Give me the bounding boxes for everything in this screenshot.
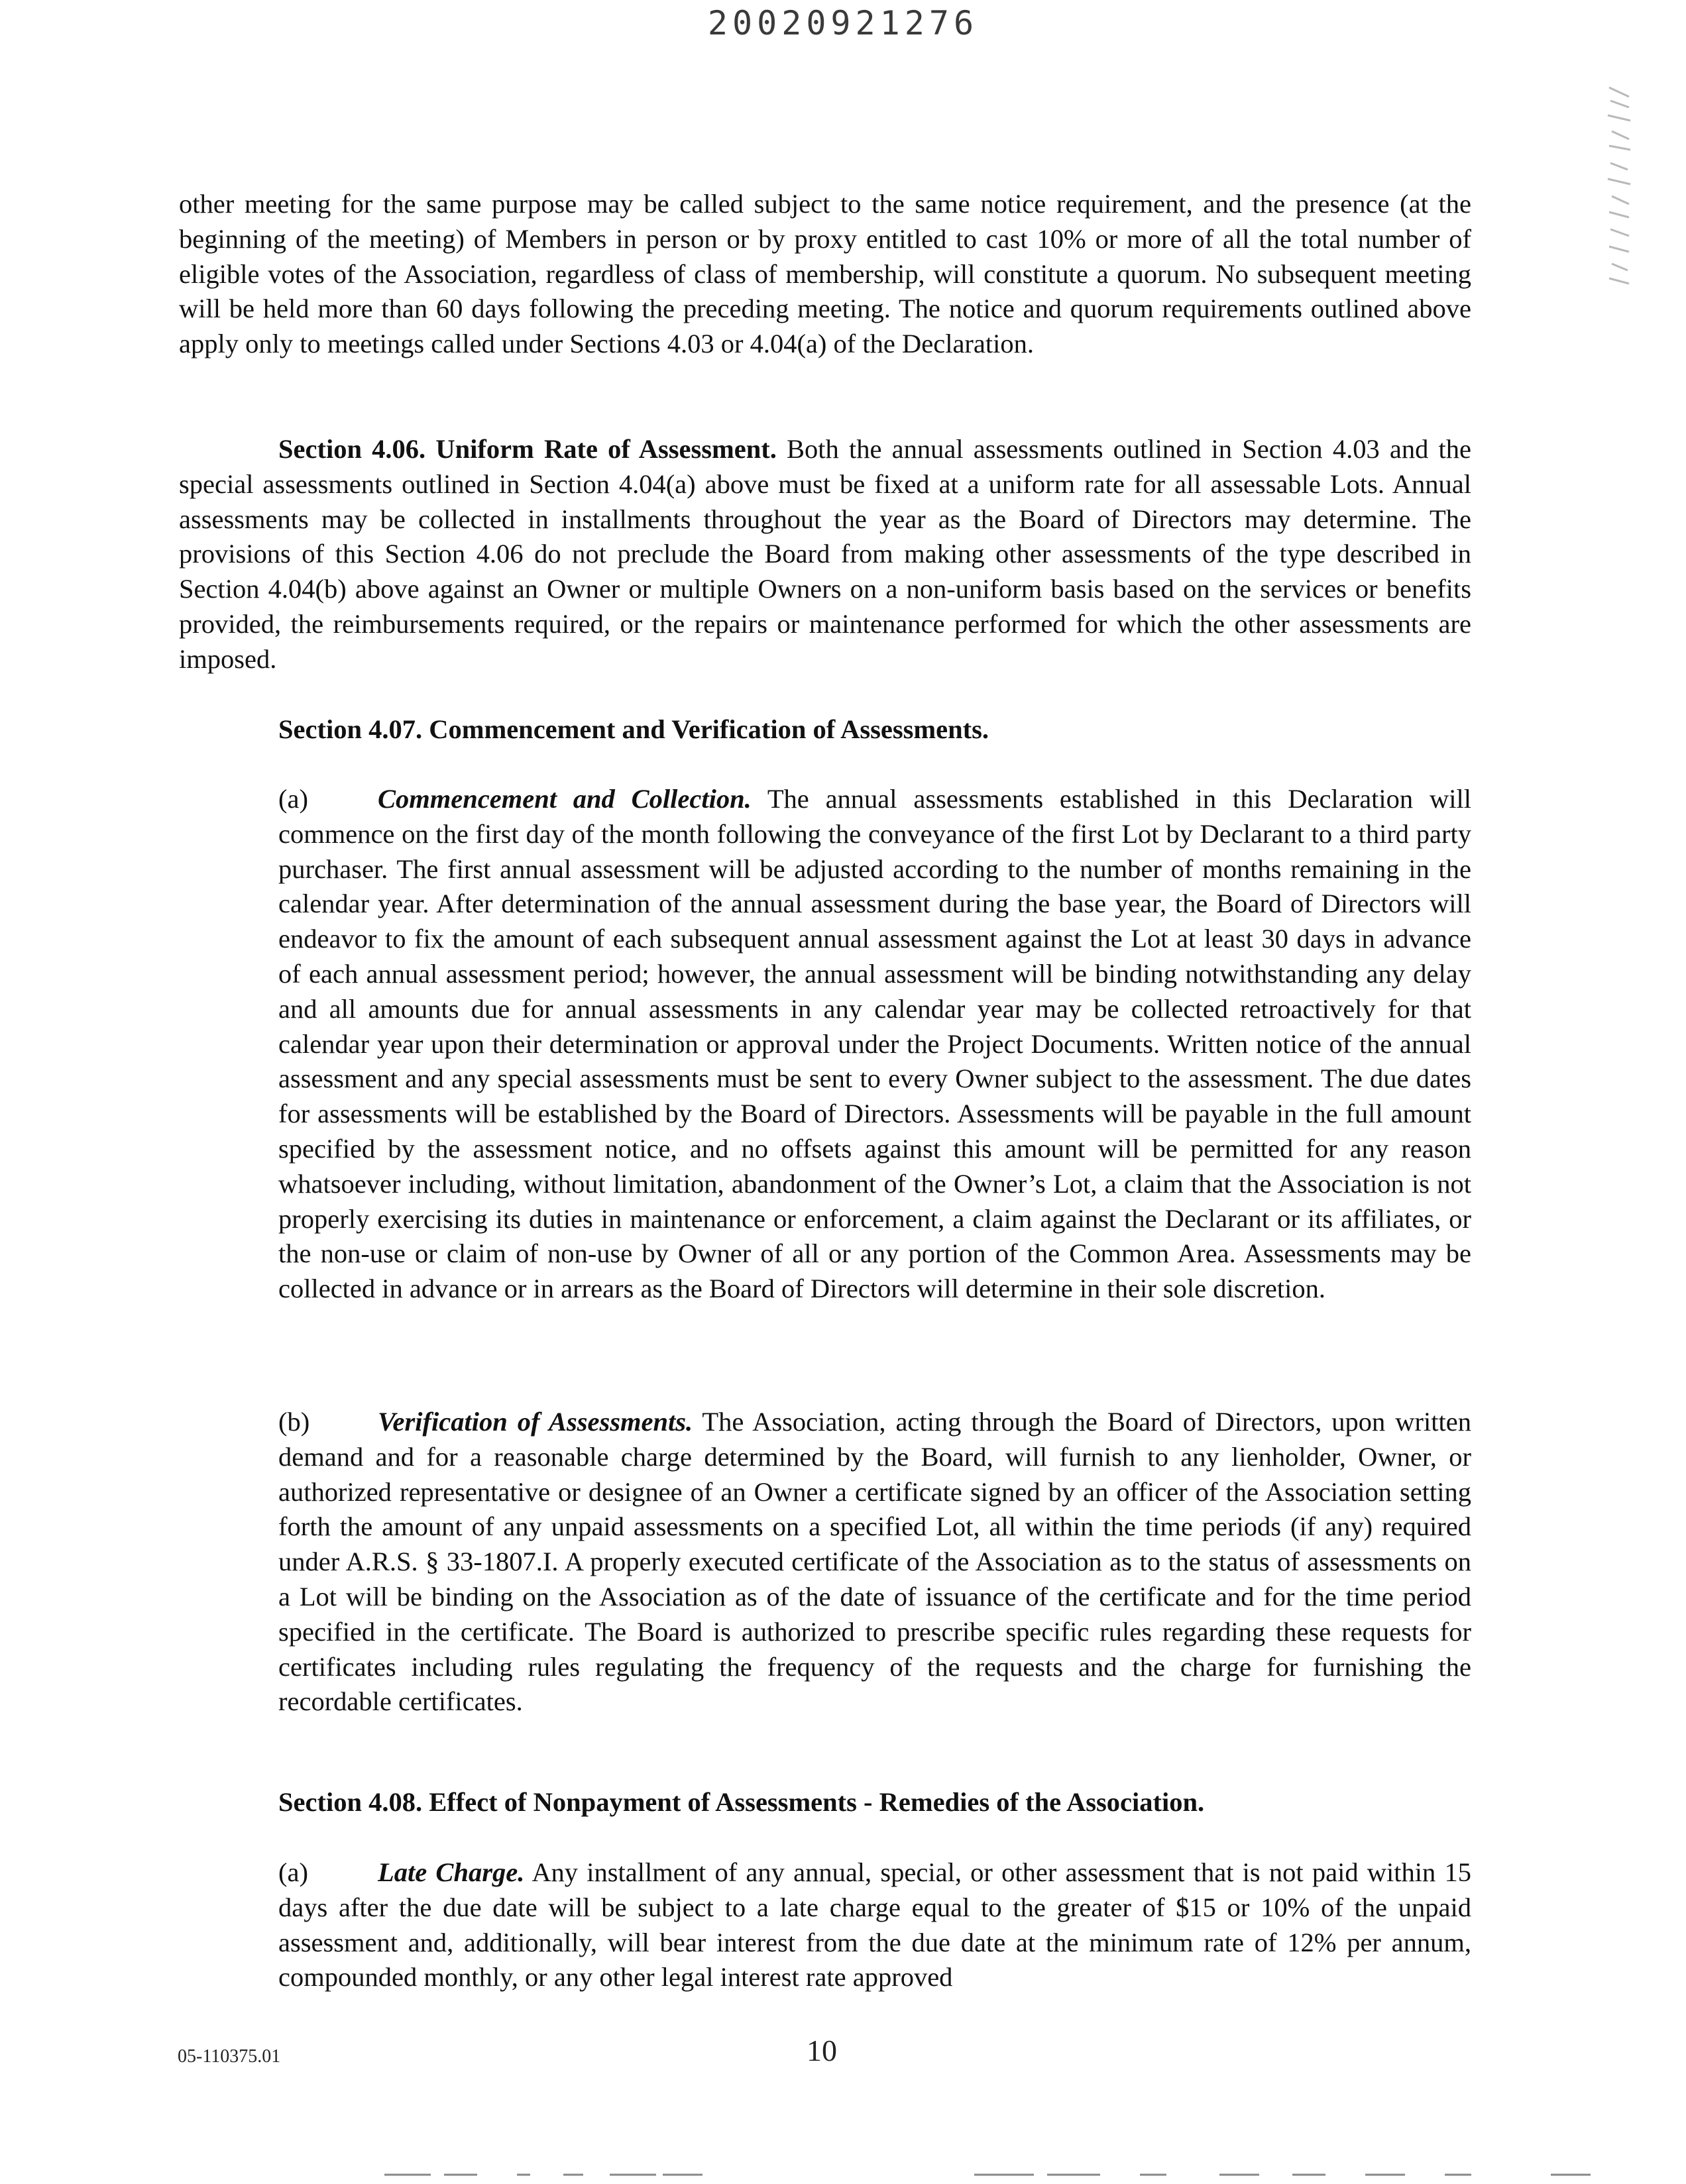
section-4-07-heading: Section 4.07. Commencement and Verification of Assessments. (278, 714, 989, 744)
bottom-scan-marks (0, 2167, 1686, 2184)
section-4-08-a-title: Late Charge. (378, 1857, 525, 1887)
section-4-07-b-body: The Association, acting through the Board of Directors, upon written demand and for a reasonable charge determined by the Board, will furnish to any lienholder, Owner, or authorized representative or designee of an Owner a certificate signed by an officer of the Association setting forth the amount of any unpaid assessments on a specified Lot, all within the time periods (if any) required under A.R.S. § 33-1807.I. A properly executed certificate of the Association as to the status of assessments on a Lot will be binding on the Association as of the date of issuance of the certificate and for the time period specified in the certificate. The Board is authorized to prescribe specific rules regarding these requests for certificates including rules regulating the frequency of the requests and the charge for furnishing the recordable certificates. (278, 1407, 1472, 1717)
side-margin-stamp-mark (1596, 81, 1649, 293)
page-number: 10 (807, 2034, 837, 2067)
section-4-06-heading: Section 4.06. Uniform Rate of Assessment. (278, 434, 777, 464)
section-4-06-paragraph (179, 432, 1471, 677)
section-4-07-b-paragraph: (b) Verification of Assessments. The Association, acting through the Board of Directors, upon written demand and for a reasonable charge determined by the Board, will furnish to any lienholder, Owner, or authorized representative or designee of an Owner a certificate signed by an officer of the Association setting forth the amount of any unpaid assessments on a specified Lot, all within the time periods (if any) required under A.R.S. § 33-1807.I. A properly executed certificate of the Association as to the status of assessments on a Lot will be binding on the Association as of the date of issuance of the certificate and for the time period specified in the certificate. The Board is authorized to prescribe specific rules regarding these requests for certificates including rules regulating the frequency of the requests and the charge for furnishing the recordable certificates. (278, 1407, 1472, 1717)
section-4-07-a-paragraph: (a) Commencement and Collection. The annual assessments established in this Declaration will commence on the first day of the month following the conveyance of the first Lot by Declarant to a third party purchaser. The first annual assessment will be adjusted according to the number of months remaining in the calendar year. After determination of the annual assessment during the base year, the Board of Directors will endeavor to fix the amount of each subsequent annual assessment against the Lot at least 30 days in advance of each annual assessment period; however, the annual assessment will be binding notwithstanding any delay and all amounts due for annual assessments in any calendar year may be collected retroactively for that calendar year upon their determination or approval under the Project Documents. Written notice of the annual assessment and any special assessments must be sent to every Owner subject to the assessment. The due dates for assessments will be established by the Board of Directors. Assessments will be payable in the full amount specified by the assessment notice, and no offsets against this amount will be permitted for any reason whatsoever including, without limitation, abandonment of the Owner’s Lot, a claim that the Association is not properly exercising its duties in maintenance or enforcement, a claim against the Declarant or its affiliates, or the non-use or claim of non-use by Owner of all or any portion of the Common Area. Assessments may be collected in advance or in arrears as the Board of Directors will determine in their sole discretion. (278, 784, 1471, 1304)
recording-number: 20020921276 (707, 4, 979, 42)
section-4-07-a-body: The annual assessments established in this Declaration will commence on the first day of the month following the conveyance of the first Lot by Declarant to a third party purchaser. The first annual assessment will be adjusted according to the number of months remaining in the calendar year. After determination of the annual assessment during the base year, the Board of Directors will endeavor to fix the amount of each subsequent annual assessment against the Lot at least 30 days in advance of each annual assessment period; however, the annual assessment will be binding notwithstanding any delay and all amounts due for annual assessments in any calendar year may be collected retroactively for that calendar year upon their determination or approval under the Project Documents. Written notice of the annual assessment and any special assessments must be sent to every Owner subject to the assessment. The due dates for assessments will be established by the Board of Directors. Assessments will be payable in the full amount specified by the assessment notice, and no offsets against this amount will be permitted for any reason whatsoever including, without limitation, abandonment of the Owner’s Lot, a claim that the Association is not properly exercising its duties in maintenance or enforcement, a claim against the Declarant or its affiliates, or the non-use or claim of non-use by Owner of all or any portion of the Common Area. Assessments may be collected in advance or in arrears as the Board of Directors will determine in their sole discretion. (278, 784, 1471, 1304)
section-4-06-body: Both the annual assessments outlined in Section 4.03 and the special assessments outlined in Section 4.04(a) above must be fixed at a uniform rate for all assessable Lots. Annual assessments may be collected in installments throughout the year as the Board of Directors may determine. The provisions of this Section 4.06 do not preclude the Board from making other assessments of the type described in Section 4.04(b) above against an Owner or multiple Owners on a non-uniform basis based on the services or benefits provided, the reimbursements required, or the repairs or maintenance performed for which the other assessments are imposed. (179, 434, 1472, 674)
section-4-08-a-body: Any installment of any annual, special, or other assessment that is not paid within 15 days after the due date will be subject to a late charge equal to the greater of $15 or 10% of the unpaid assessment and, additionally, will bear interest from the due date at the minimum rate of 12% per annum, compounded monthly, or any other legal interest rate approved (278, 1857, 1471, 1993)
section-4-07-a-title: Commencement and Collection. (378, 784, 752, 814)
section-4-08-a-paragraph: (a) Late Charge. Any installment of any annual, special, or other assessment that is not paid within 15 days after the due date will be subject to a late charge equal to the greater of $15 or 10% of the unpaid assessment and, additionally, will bear interest from the due date at the minimum rate of 12% per annum, compounded monthly, or any other legal interest rate approved (278, 1857, 1471, 1993)
section-4-07-b-title: Verification of Assessments. (378, 1407, 693, 1437)
paragraph-continuation: other meeting for the same purpose may be called subject to the same notice requirement, and the presence (at the beginning of the meeting) of Members in person or by proxy entitled to cast 10% or more of all the total number of eligible votes of the Association, regardless of class of membership, will constitute a quorum. No subsequent meeting will be held more than 60 days following the preceding meeting. The notice and quorum requirements outlined above apply only to meetings called under Sections 4.03 or 4.04(a) of the Declaration. (179, 189, 1471, 359)
section-4-08-heading: Section 4.08. Effect of Nonpayment of Assessments - Remedies of the Association. (278, 1787, 1205, 1817)
document-code: 05-110375.01 (178, 2046, 281, 2067)
